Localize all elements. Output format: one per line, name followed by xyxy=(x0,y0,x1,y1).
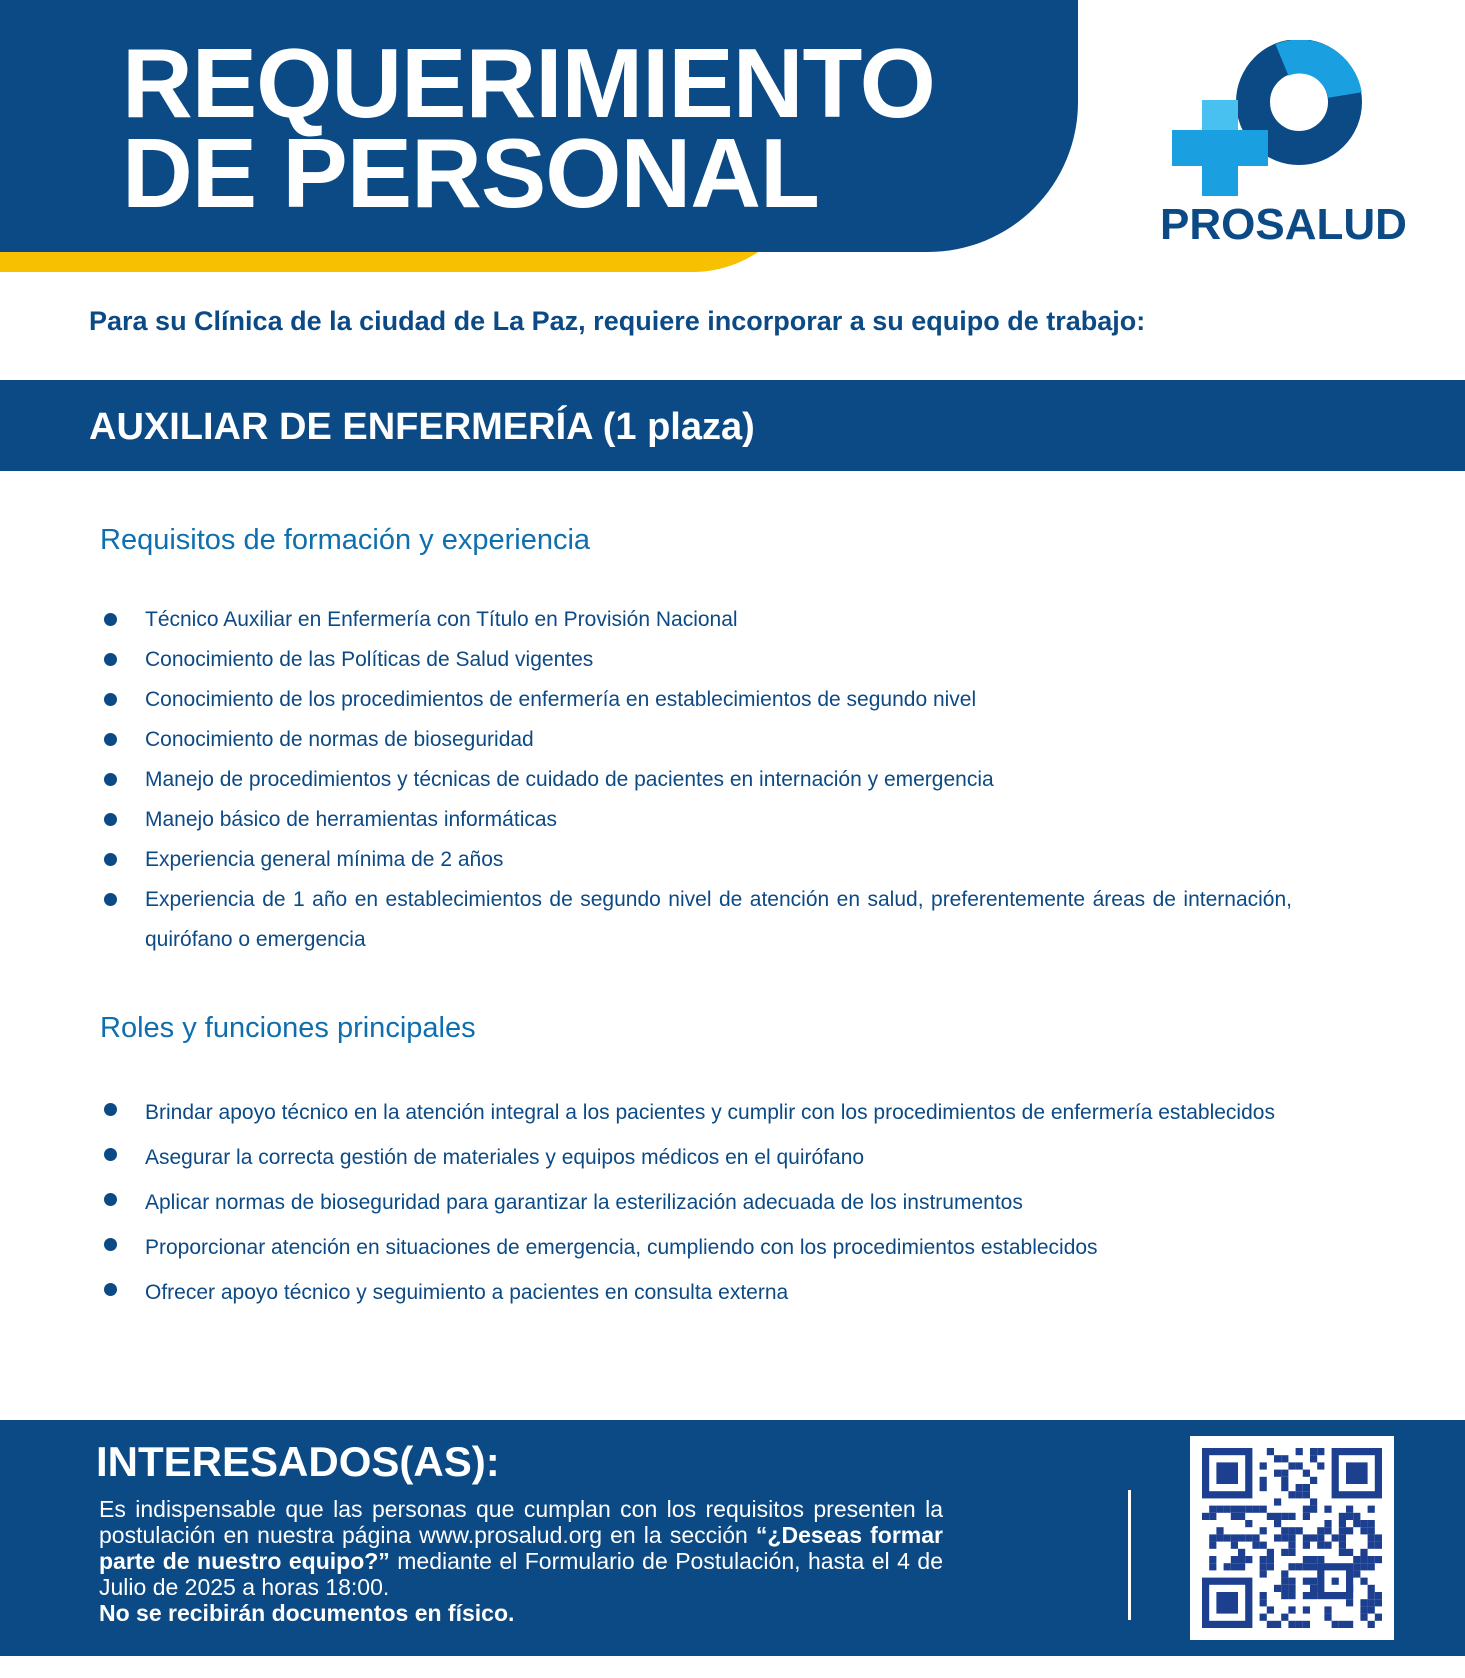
intro-text: Para su Clínica de la ciudad de La Paz, requiere incorporar a su equipo de trabajo: xyxy=(89,306,1146,336)
footer-text-bold: “¿Deseas formar parte de nuestro equipo?” xyxy=(99,1522,944,1574)
roles-heading: Roles y funciones principales xyxy=(100,1012,476,1044)
footer-notice: No se recibirán documentos en físico. xyxy=(99,1600,515,1626)
requirements-heading: Requisitos de formación y experiencia xyxy=(100,524,591,556)
position-band xyxy=(0,380,1465,471)
list-item: Manejo básico de herramientas informáticas xyxy=(100,800,1292,840)
list-item: Conocimiento de los procedimientos de enfermería en establecimientos de segundo nivel xyxy=(100,680,1292,720)
title-line-2: DE PERSONAL xyxy=(122,118,819,228)
list-item: Brindar apoyo técnico en la atención integral a los pacientes y cumplir con los procedimientos de enfermería establecidos xyxy=(100,1090,1292,1135)
footer-title: INTERESADOS(AS): xyxy=(96,1438,500,1485)
footer-panel xyxy=(0,1420,1465,1656)
page-title xyxy=(122,28,935,228)
position-title: AUXILIAR DE ENFERMERÍA (1 plaza) xyxy=(89,406,755,448)
logo-text: PROSALUD xyxy=(1160,200,1407,249)
footer-text-part1: Es indispensable que las personas que cumplan con los requisitos presenten la postulación en nuestra página www.prosalud.org en la sección xyxy=(99,1496,943,1548)
list-item: Ofrecer apoyo técnico y seguimiento a pacientes en consulta externa xyxy=(100,1270,1292,1315)
footer-text-part2: mediante el Formulario de Postulación, hasta el 4 de Julio de 2025 a horas 18:00. xyxy=(99,1548,943,1600)
list-item: Experiencia de 1 año en establecimientos de segundo nivel de atención en salud, preferentemente áreas de internación, quirófano o emergencia xyxy=(100,880,1292,960)
list-item: Técnico Auxiliar en Enfermería con Título en Provisión Nacional xyxy=(100,600,1292,640)
list-item: Aplicar normas de bioseguridad para garantizar la esterilización adecuada de los instrumentos xyxy=(100,1180,1292,1225)
list-item: Asegurar la correcta gestión de materiales y equipos médicos en el quirófano xyxy=(100,1135,1292,1180)
qr-code[interactable] xyxy=(1190,1436,1394,1640)
footer-text xyxy=(99,1496,943,1626)
list-item: Manejo de procedimientos y técnicas de cuidado de pacientes en internación y emergencia xyxy=(100,760,1292,800)
footer-divider xyxy=(1128,1490,1131,1620)
title-line-1: REQUERIMIENTO xyxy=(122,28,935,138)
requirements-list xyxy=(100,600,1292,960)
list-item: Experiencia general mínima de 2 años xyxy=(100,840,1292,880)
list-item: Proporcionar atención en situaciones de emergencia, cumpliendo con los procedimientos establecidos xyxy=(100,1225,1292,1270)
list-item: Conocimiento de normas de bioseguridad xyxy=(100,720,1292,760)
qr-code-icon xyxy=(1202,1448,1382,1628)
roles-list xyxy=(100,1090,1292,1315)
list-item: Conocimiento de las Políticas de Salud vigentes xyxy=(100,640,1292,680)
